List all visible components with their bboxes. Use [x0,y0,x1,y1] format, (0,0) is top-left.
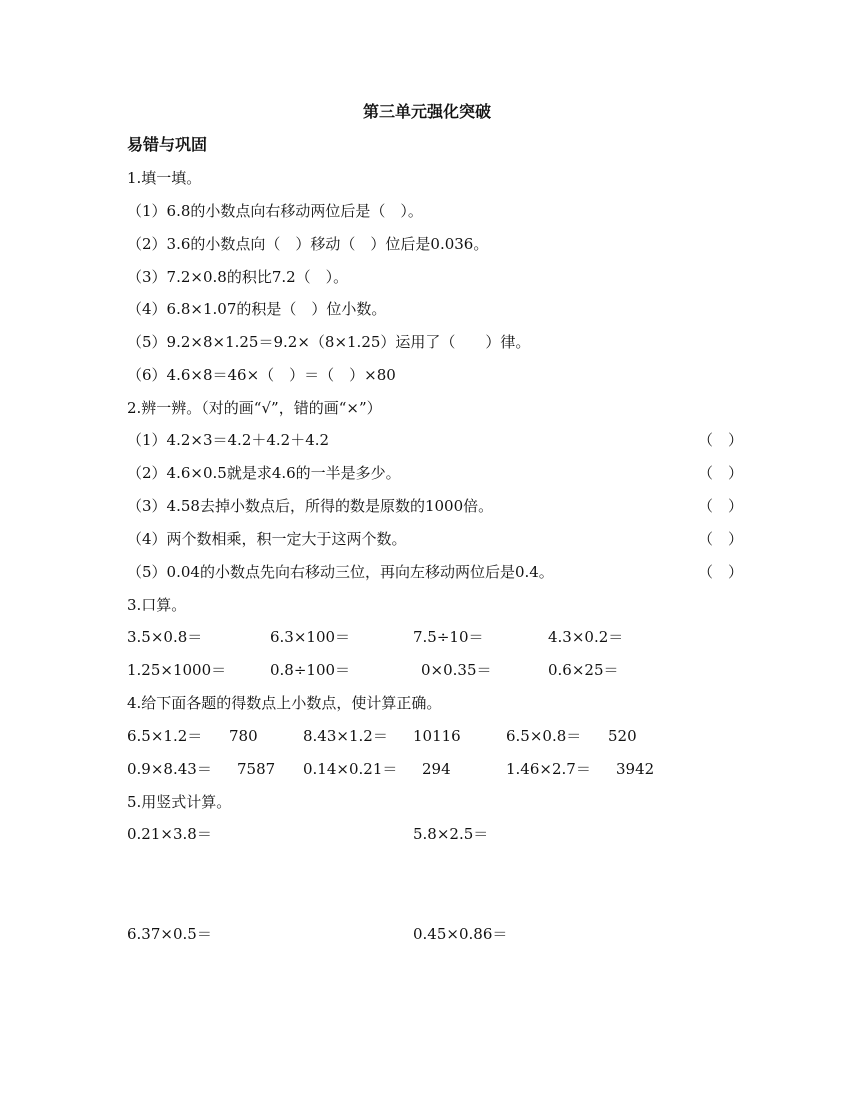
q3-expr: 0.6×25＝ [548,661,619,679]
q3-expr: 7.5÷10＝ [413,628,484,646]
q1-item-6: （6）4.6×8＝46×（ ）＝（ ）×80 [127,366,396,384]
q1-item-3: （3）7.2×0.8的积比7.2（ ）。 [127,268,349,286]
q2-answer-box-1[interactable]: （ ） [698,431,744,449]
q3-expr: 0×0.35＝ [421,661,492,679]
q4-expr: 0.9×8.43＝ [127,760,212,778]
q2-answer-box-4[interactable]: （ ） [698,530,744,548]
q1-item-4: （4）6.8×1.07的积是（ ）位小数。 [127,300,387,318]
q2-item-4: （4）两个数相乘，积一定大于这两个数。 [127,530,407,548]
q2-item-3: （3）4.58去掉小数点后，所得的数是原数的1000倍。 [127,497,494,515]
q2-item-1: （1）4.2×3＝4.2＋4.2＋4.2 [127,431,330,449]
q2-answer-box-5[interactable]: （ ） [698,563,744,581]
section-heading: 易错与巩固 [127,135,208,154]
q4-answer: 7587 [237,760,276,778]
q1-item-5: （5）9.2×8×1.25＝9.2×（8×1.25）运用了（ ）律。 [127,333,531,351]
q5-expr: 5.8×2.5＝ [413,825,489,843]
q4-answer: 3942 [616,760,655,778]
q4-answer: 294 [422,760,451,778]
q4-answer: 520 [608,727,637,745]
q2-heading: 2.辨一辨。（对的画“√”，错的画“×”） [127,399,382,417]
q4-heading: 4.给下面各题的得数点上小数点，使计算正确。 [127,694,442,712]
q2-item-5: （5）0.04的小数点先向右移动三位，再向左移动两位后是0.4。 [127,563,554,581]
q4-answer: 10116 [413,727,461,745]
q3-expr: 4.3×0.2＝ [548,628,624,646]
q2-answer-box-2[interactable]: （ ） [698,464,744,482]
q5-expr: 0.21×3.8＝ [127,825,212,843]
q1-item-2: （2）3.6的小数点向（ ）移动（ ）位后是0.036。 [127,235,489,253]
q3-expr: 0.8÷100＝ [270,661,351,679]
q4-answer: 780 [229,727,258,745]
q5-expr: 6.37×0.5＝ [127,925,212,943]
q3-expr: 1.25×1000＝ [127,661,227,679]
q2-item-2: （2）4.6×0.5就是求4.6的一半是多少。 [127,464,401,482]
q5-expr: 0.45×0.86＝ [413,925,508,943]
q3-heading: 3.口算。 [127,596,187,614]
q1-item-1: （1）6.8的小数点向右移动两位后是（ ）。 [127,202,423,220]
q3-expr: 6.3×100＝ [270,628,351,646]
q3-expr: 3.5×0.8＝ [127,628,203,646]
q2-answer-box-3[interactable]: （ ） [698,497,744,515]
page-title: 第三单元强化突破 [363,102,492,121]
q4-expr: 8.43×1.2＝ [303,727,388,745]
q4-expr: 6.5×0.8＝ [506,727,582,745]
q4-expr: 1.46×2.7＝ [506,760,591,778]
q1-heading: 1.填一填。 [127,169,202,187]
q4-expr: 6.5×1.2＝ [127,727,203,745]
q4-expr: 0.14×0.21＝ [303,760,398,778]
q5-heading: 5.用竖式计算。 [127,793,232,811]
